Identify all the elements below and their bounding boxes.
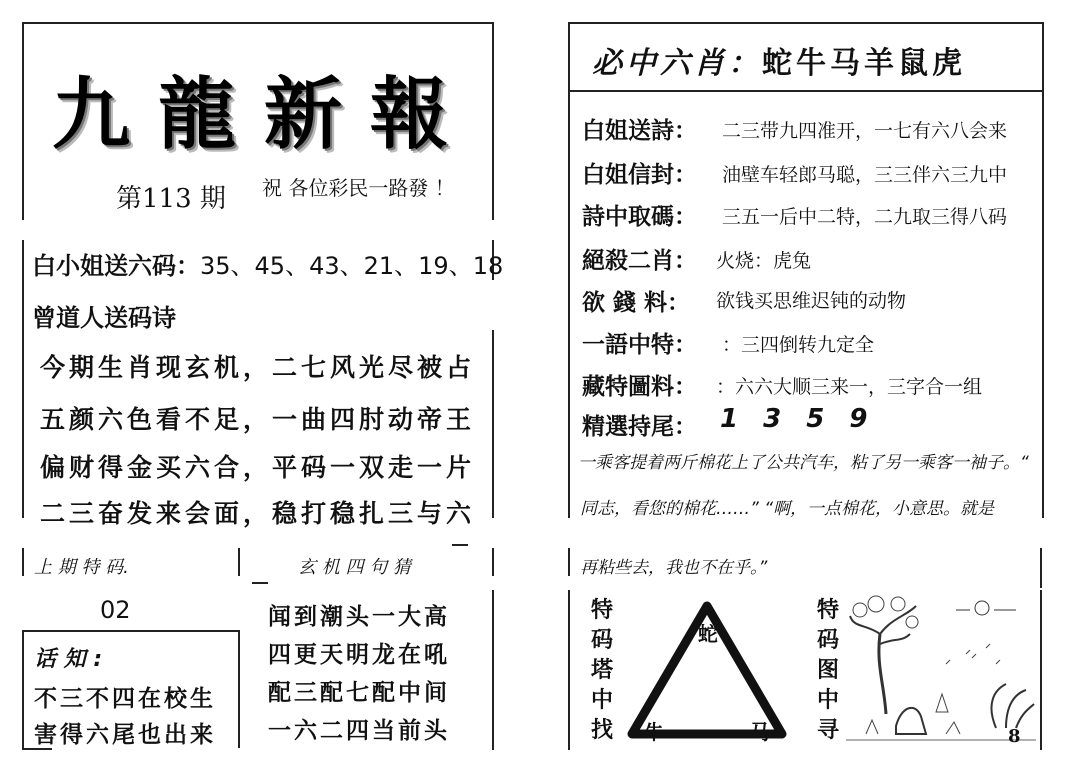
riddle-rule-left xyxy=(252,582,268,584)
picture-label: 特 码 图 中 寻 xyxy=(816,598,839,743)
six-codes-numbers: 35、45、43、21、19、18 xyxy=(200,252,504,280)
row-label: 欲 錢 料： xyxy=(582,290,691,316)
triangle-right: 马 xyxy=(750,720,770,744)
poem-line: 今期生肖现玄机，二七风光尽被占 xyxy=(40,353,476,382)
riddle-border-bottom-right xyxy=(492,590,494,750)
row-label: 白姐送詩： xyxy=(582,118,697,144)
riddle-line: 闻到潮头一大高 xyxy=(268,604,450,630)
special-code-value: 02 xyxy=(100,596,131,624)
riddle-line: 一六二四当前头 xyxy=(268,718,450,744)
row-value: 欲钱买思维迟钝的动物 xyxy=(716,290,907,312)
row-value: ：三四倒转九定全 xyxy=(722,334,875,356)
row-label: 藏特圖料： xyxy=(582,374,697,400)
row-value: 油壁车轻郎马聪，三三伴六三九中 xyxy=(722,164,1008,186)
special-border-right xyxy=(238,548,240,576)
poem-line: 偏财得金买六合，平码一双走一片 xyxy=(40,453,476,482)
row-value: 二三带九四准开，一七有六八会来 xyxy=(722,120,1008,142)
masthead-title: 九龍新報 xyxy=(52,69,477,160)
must-six-title xyxy=(592,38,966,82)
six-codes-line xyxy=(32,246,503,281)
right-border xyxy=(492,330,494,518)
triangle-left: 牛 xyxy=(644,720,664,744)
poem-line: 二三奋发来会面，稳打稳扎三与六 xyxy=(40,499,476,528)
riddle-rule-right xyxy=(452,544,468,546)
row-value: 1 3 5 9 xyxy=(720,404,876,434)
triangle-label: 特 码 塔 中 找 xyxy=(590,598,613,743)
riddle-border-right xyxy=(492,548,494,576)
special-border-left xyxy=(22,548,24,576)
saying-bottom-rule xyxy=(22,748,52,750)
row-label: 白姐信封： xyxy=(582,162,697,188)
saying-label: 话 知 : xyxy=(34,647,103,672)
story-line: 同志，看您的棉花……” “啊，一点棉花，小意思。就是 xyxy=(580,499,995,519)
row-value: 火烧：虎兔 xyxy=(716,250,812,272)
six-codes-label: 白小姐送六码： xyxy=(32,252,200,280)
story-line: 一乘客提着两斤棉花上了公共汽车，粘了另一乘客一袖子。“ xyxy=(578,453,1029,473)
right-title-rule xyxy=(568,90,1044,92)
row-value: ：六六大顺三来一，三字合一组 xyxy=(716,376,983,398)
saying-line: 不三不四在校生 xyxy=(34,686,216,712)
saying-line: 害得六尾也出来 xyxy=(34,722,216,748)
riddle-line: 配三配七配中间 xyxy=(268,680,450,706)
triangle-top: 蛇 xyxy=(698,622,718,646)
row-label: 一語中特： xyxy=(582,332,697,358)
row-label: 詩中取碼： xyxy=(582,204,697,230)
story-border-right xyxy=(1040,548,1042,588)
row-value: 三五一后中二特，二九取三得八码 xyxy=(722,206,1008,228)
row-label: 絕殺二肖： xyxy=(582,248,697,274)
story-border-left xyxy=(568,548,570,576)
issue-number: 第113 期 xyxy=(116,184,226,214)
must-six-label: 必中六肖： xyxy=(592,46,762,81)
must-six-value: 蛇牛马羊鼠虎 xyxy=(762,46,966,81)
row-label: 精選持尾： xyxy=(582,414,697,440)
riddle-title: 玄 机 四 句 猜 xyxy=(298,557,411,578)
poem-line: 五颜六色看不足，一曲四肘动帝王 xyxy=(40,405,476,434)
riddle-line: 四更天明龙在吼 xyxy=(268,642,450,668)
poem-title: 曾道人送码诗 xyxy=(32,304,176,332)
picture-corner-number: 8 xyxy=(1008,726,1021,747)
left-border xyxy=(22,240,24,518)
slogan: 祝 各位彩民一路發 ！ xyxy=(262,176,455,200)
special-code-label: 上 期 特 码. xyxy=(34,557,129,578)
story-line: 再粘些去，我也不在乎。” xyxy=(580,558,768,578)
